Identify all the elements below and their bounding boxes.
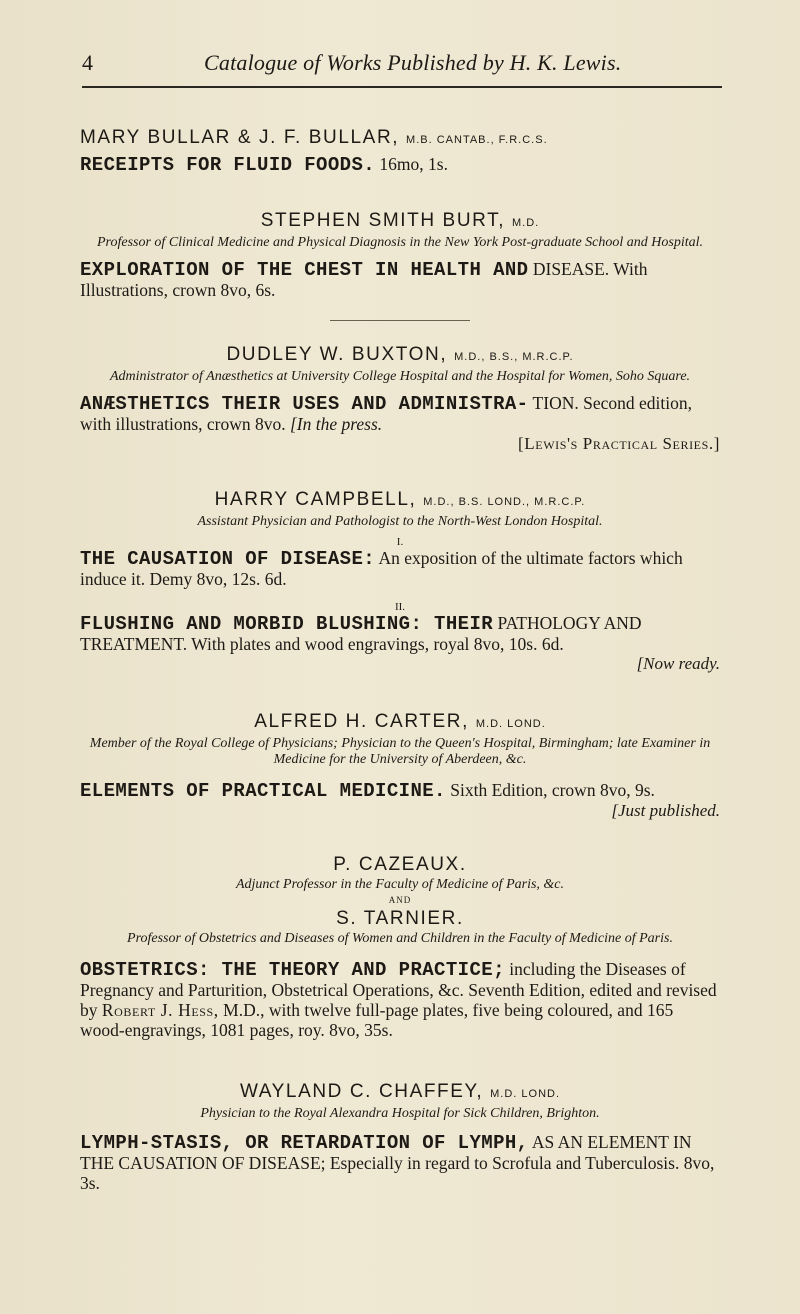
author-line [80,343,720,369]
work-details-continued: M.D., with twelve full-page plates, five being coloured, and 165 wood-engravings, 1081 pages, roy. 8vo, 35s. [80,1000,674,1040]
work-item [80,548,720,589]
author-name: ALFRED H. CARTER, [254,711,469,732]
author-line [80,710,720,736]
work-details: An exposition of the ultimate factors which induce it. Demy 8vo, 12s. 6d. [80,548,683,589]
work-item [80,959,720,1040]
author-degrees: M.B. CANTAB., F.R.C.S. [406,134,548,146]
work-numeral: II. [394,601,406,613]
work-title: ANÆSTHETICS THEIR USES AND ADMINISTRA- [80,393,529,415]
author-affiliation: Physician to the Royal Alexandra Hospital for Sick Children, Brighton. [200,1106,600,1121]
work-item [80,1132,720,1193]
work-item [80,613,720,654]
work-status: [In the press. [289,414,383,434]
catalogue-entry [80,209,720,300]
catalogue-entry [80,710,720,821]
work-details: DISEASE. With Illustrations, crown 8vo, 6s. [80,259,648,300]
author-name: DUDLEY W. BUXTON, [226,344,448,365]
author-line [80,488,720,514]
work-title: ELEMENTS OF PRACTICAL MEDICINE. [80,780,446,802]
author-degrees: M.D. LOND. [475,718,546,730]
author-degrees: M.D., B.S., M.R.C.P. [454,351,574,363]
author-name: HARRY CAMPBELL, [214,489,417,510]
author-degrees: M.D. [512,217,540,229]
work-editor: Robert J. Hess, [101,1000,219,1020]
work-status: [Just published. [611,801,720,820]
running-title: Catalogue of Works Published by H. K. Lewis. [204,50,622,75]
catalogue-entry [80,853,720,1040]
work-details: Sixth Edition, crown 8vo, 9s. [450,780,655,800]
work-details: 16mo, 1s. [379,154,448,174]
work-title: FLUSHING AND MORBID BLUSHING: THEIR [80,613,494,635]
author-line [80,209,720,235]
work-series: [Lewis's Practical Series.] [518,434,720,453]
work-item [80,154,720,175]
work-details: AS AN ELEMENT IN THE CAUSATION OF DISEASE; Especially in regard to Scrofula and Tuberculosis. 8vo, 3s. [80,1132,715,1193]
work-item [80,393,720,434]
author-name: P. CAZEAUX. [333,854,467,875]
author-name: MARY BULLAR & J. F. BULLAR, [80,127,400,148]
author-affiliation: Professor of Clinical Medicine and Physical Diagnosis in the New York Post-graduate School and Hospital. [97,235,703,250]
author-name: S. TARNIER. [336,908,464,929]
conjunction: AND [388,895,412,905]
work-details: including the Diseases of Pregnancy and Parturition, Obstetrical Operations, &c. Seventh Edition, edited and revised by [80,959,717,1020]
work-title: EXPLORATION OF THE CHEST IN HEALTH AND [80,259,529,281]
work-title: LYMPH-STASIS, OR RETARDATION OF LYMPH, [80,1132,529,1154]
work-item [80,780,720,801]
work-status: [Now ready. [636,654,720,673]
header-rule [82,86,722,88]
work-title: OBSTETRICS: THE THEORY AND PRACTICE; [80,959,505,981]
catalogue-entry [80,488,720,674]
catalogue-entry [80,1080,720,1193]
author-affiliation: Administrator of Anæsthetics at University College Hospital and the Hospital for Women, Soho Square. [109,369,691,384]
work-details: PATHOLOGY AND TREATMENT. With plates and wood engravings, royal 8vo, 10s. 6d. [80,613,642,654]
author-affiliation: Member of the Royal College of Physicians; Physician to the Queen's Hospital, Birmingham; late Examiner in Medicine for the University of Aberdeen, &c. [89,736,711,767]
catalogue-entries [80,126,720,1193]
work-item [80,259,720,300]
author-affiliation: Adjunct Professor in the Faculty of Medicine of Paris, &c. [235,877,565,892]
author-line [80,126,720,152]
page-number: 4 [82,50,93,75]
author-degrees: M.D., B.S. LOND., M.R.C.P. [423,496,586,508]
author-line [80,1080,720,1106]
work-details: TION. Second edition, with illustrations, crown 8vo. [80,393,692,434]
page-header [82,46,722,86]
work-title: THE CAUSATION OF DISEASE: [80,548,376,570]
author-degrees: M.D. LOND. [490,1088,561,1100]
author-affiliation: Assistant Physician and Pathologist to the North-West London Hospital. [197,514,603,529]
work-title: RECEIPTS FOR FLUID FOODS. [80,154,376,176]
work-numeral: I. [396,536,404,548]
author-name: WAYLAND C. CHAFFEY, [239,1081,484,1102]
author-affiliation: Professor of Obstetrics and Diseases of Women and Children in the Faculty of Medicine of Paris. [127,931,673,946]
author-name: STEPHEN SMITH BURT, [260,210,506,231]
catalogue-entry [80,126,720,175]
entry-separator [330,320,470,321]
catalogue-entry [80,343,720,454]
